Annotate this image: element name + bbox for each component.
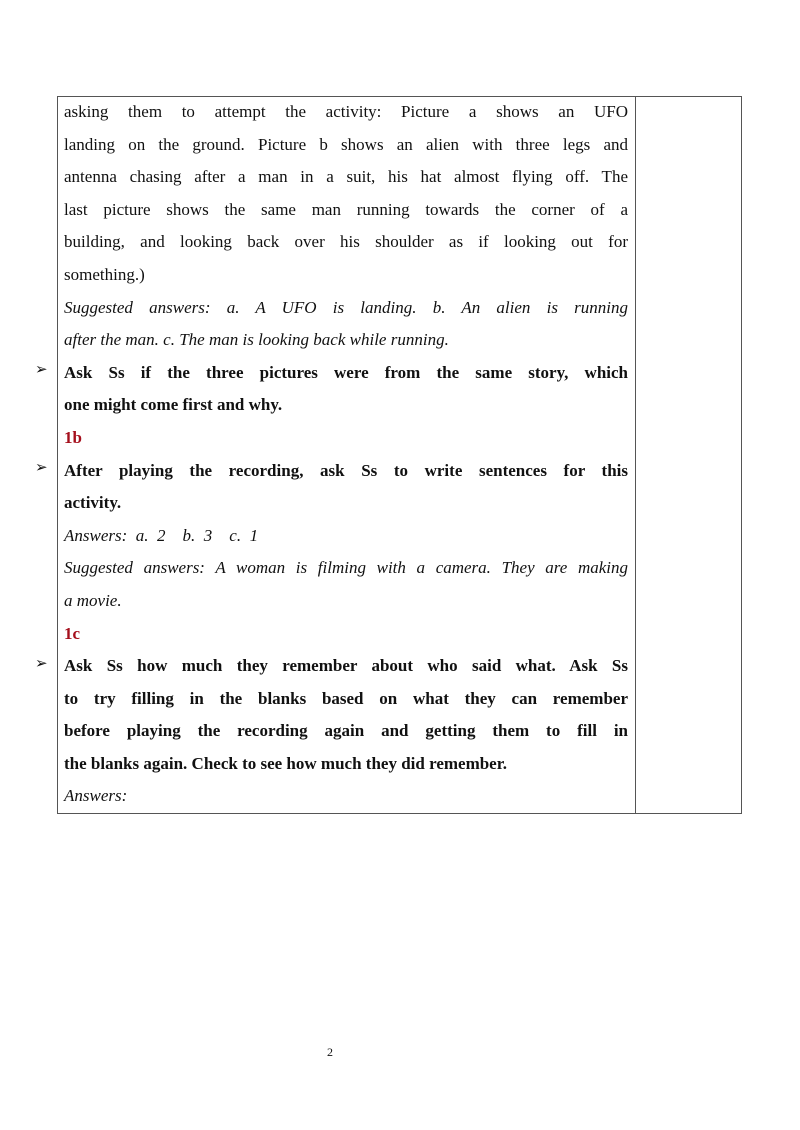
answers-1b: Answers: a. 2 b. 3 c. 1 bbox=[64, 525, 259, 545]
instruction-1c bbox=[64, 650, 628, 780]
lesson-content bbox=[64, 96, 628, 813]
answers-1c-label: Answers: bbox=[64, 786, 128, 806]
text-line: to try filling in the blanks based on what they can remember bbox=[64, 688, 628, 708]
text-line: after the man. c. The man is looking back while running. bbox=[64, 330, 449, 350]
text-line: activity. bbox=[64, 493, 122, 513]
section-heading-1b: 1b bbox=[64, 427, 82, 447]
text-line: a movie. bbox=[64, 590, 122, 610]
text-line: last picture shows the same man running towards the corner of a bbox=[64, 199, 628, 219]
bullet-arrow-icon: ➢ bbox=[35, 460, 48, 476]
suggested-answers-1b bbox=[64, 552, 628, 617]
page-number: 2 bbox=[327, 1045, 333, 1059]
text-line: antenna chasing after a man in a suit, his hat almost flying off. The bbox=[64, 167, 628, 187]
text-line: After playing the recording, ask Ss to write sentences for this bbox=[64, 460, 628, 480]
suggested-answers-1a bbox=[64, 292, 628, 357]
text-line: Ask Ss if the three pictures were from the same story, which bbox=[64, 362, 628, 382]
instruction-1b bbox=[64, 455, 628, 520]
bullet-arrow-icon: ➢ bbox=[35, 362, 48, 378]
text-line: Suggested answers: A woman is filming with a camera. They are making bbox=[64, 558, 628, 578]
text-line: the blanks again. Check to see how much they did remember. bbox=[64, 753, 507, 773]
text-line: landing on the ground. Picture b shows an alien with three legs and bbox=[64, 134, 628, 154]
bullet-arrow-icon: ➢ bbox=[35, 656, 48, 672]
text-line: something.) bbox=[64, 264, 145, 284]
text-line: one might come first and why. bbox=[64, 395, 283, 415]
text-line: building, and looking back over his shoulder as if looking out for bbox=[64, 232, 628, 252]
notes-cell bbox=[636, 97, 741, 813]
text-line: Ask Ss how much they remember about who said what. Ask Ss bbox=[64, 656, 628, 676]
intro-paragraph bbox=[64, 96, 628, 292]
section-heading-1c: 1c bbox=[64, 623, 81, 643]
text-line: before playing the recording again and getting them to fill in bbox=[64, 721, 628, 741]
instruction-order bbox=[64, 357, 628, 422]
text-line: asking them to attempt the activity: Picture a shows an UFO bbox=[64, 102, 628, 121]
text-line: Suggested answers: a. A UFO is landing. b. An alien is running bbox=[64, 297, 628, 317]
